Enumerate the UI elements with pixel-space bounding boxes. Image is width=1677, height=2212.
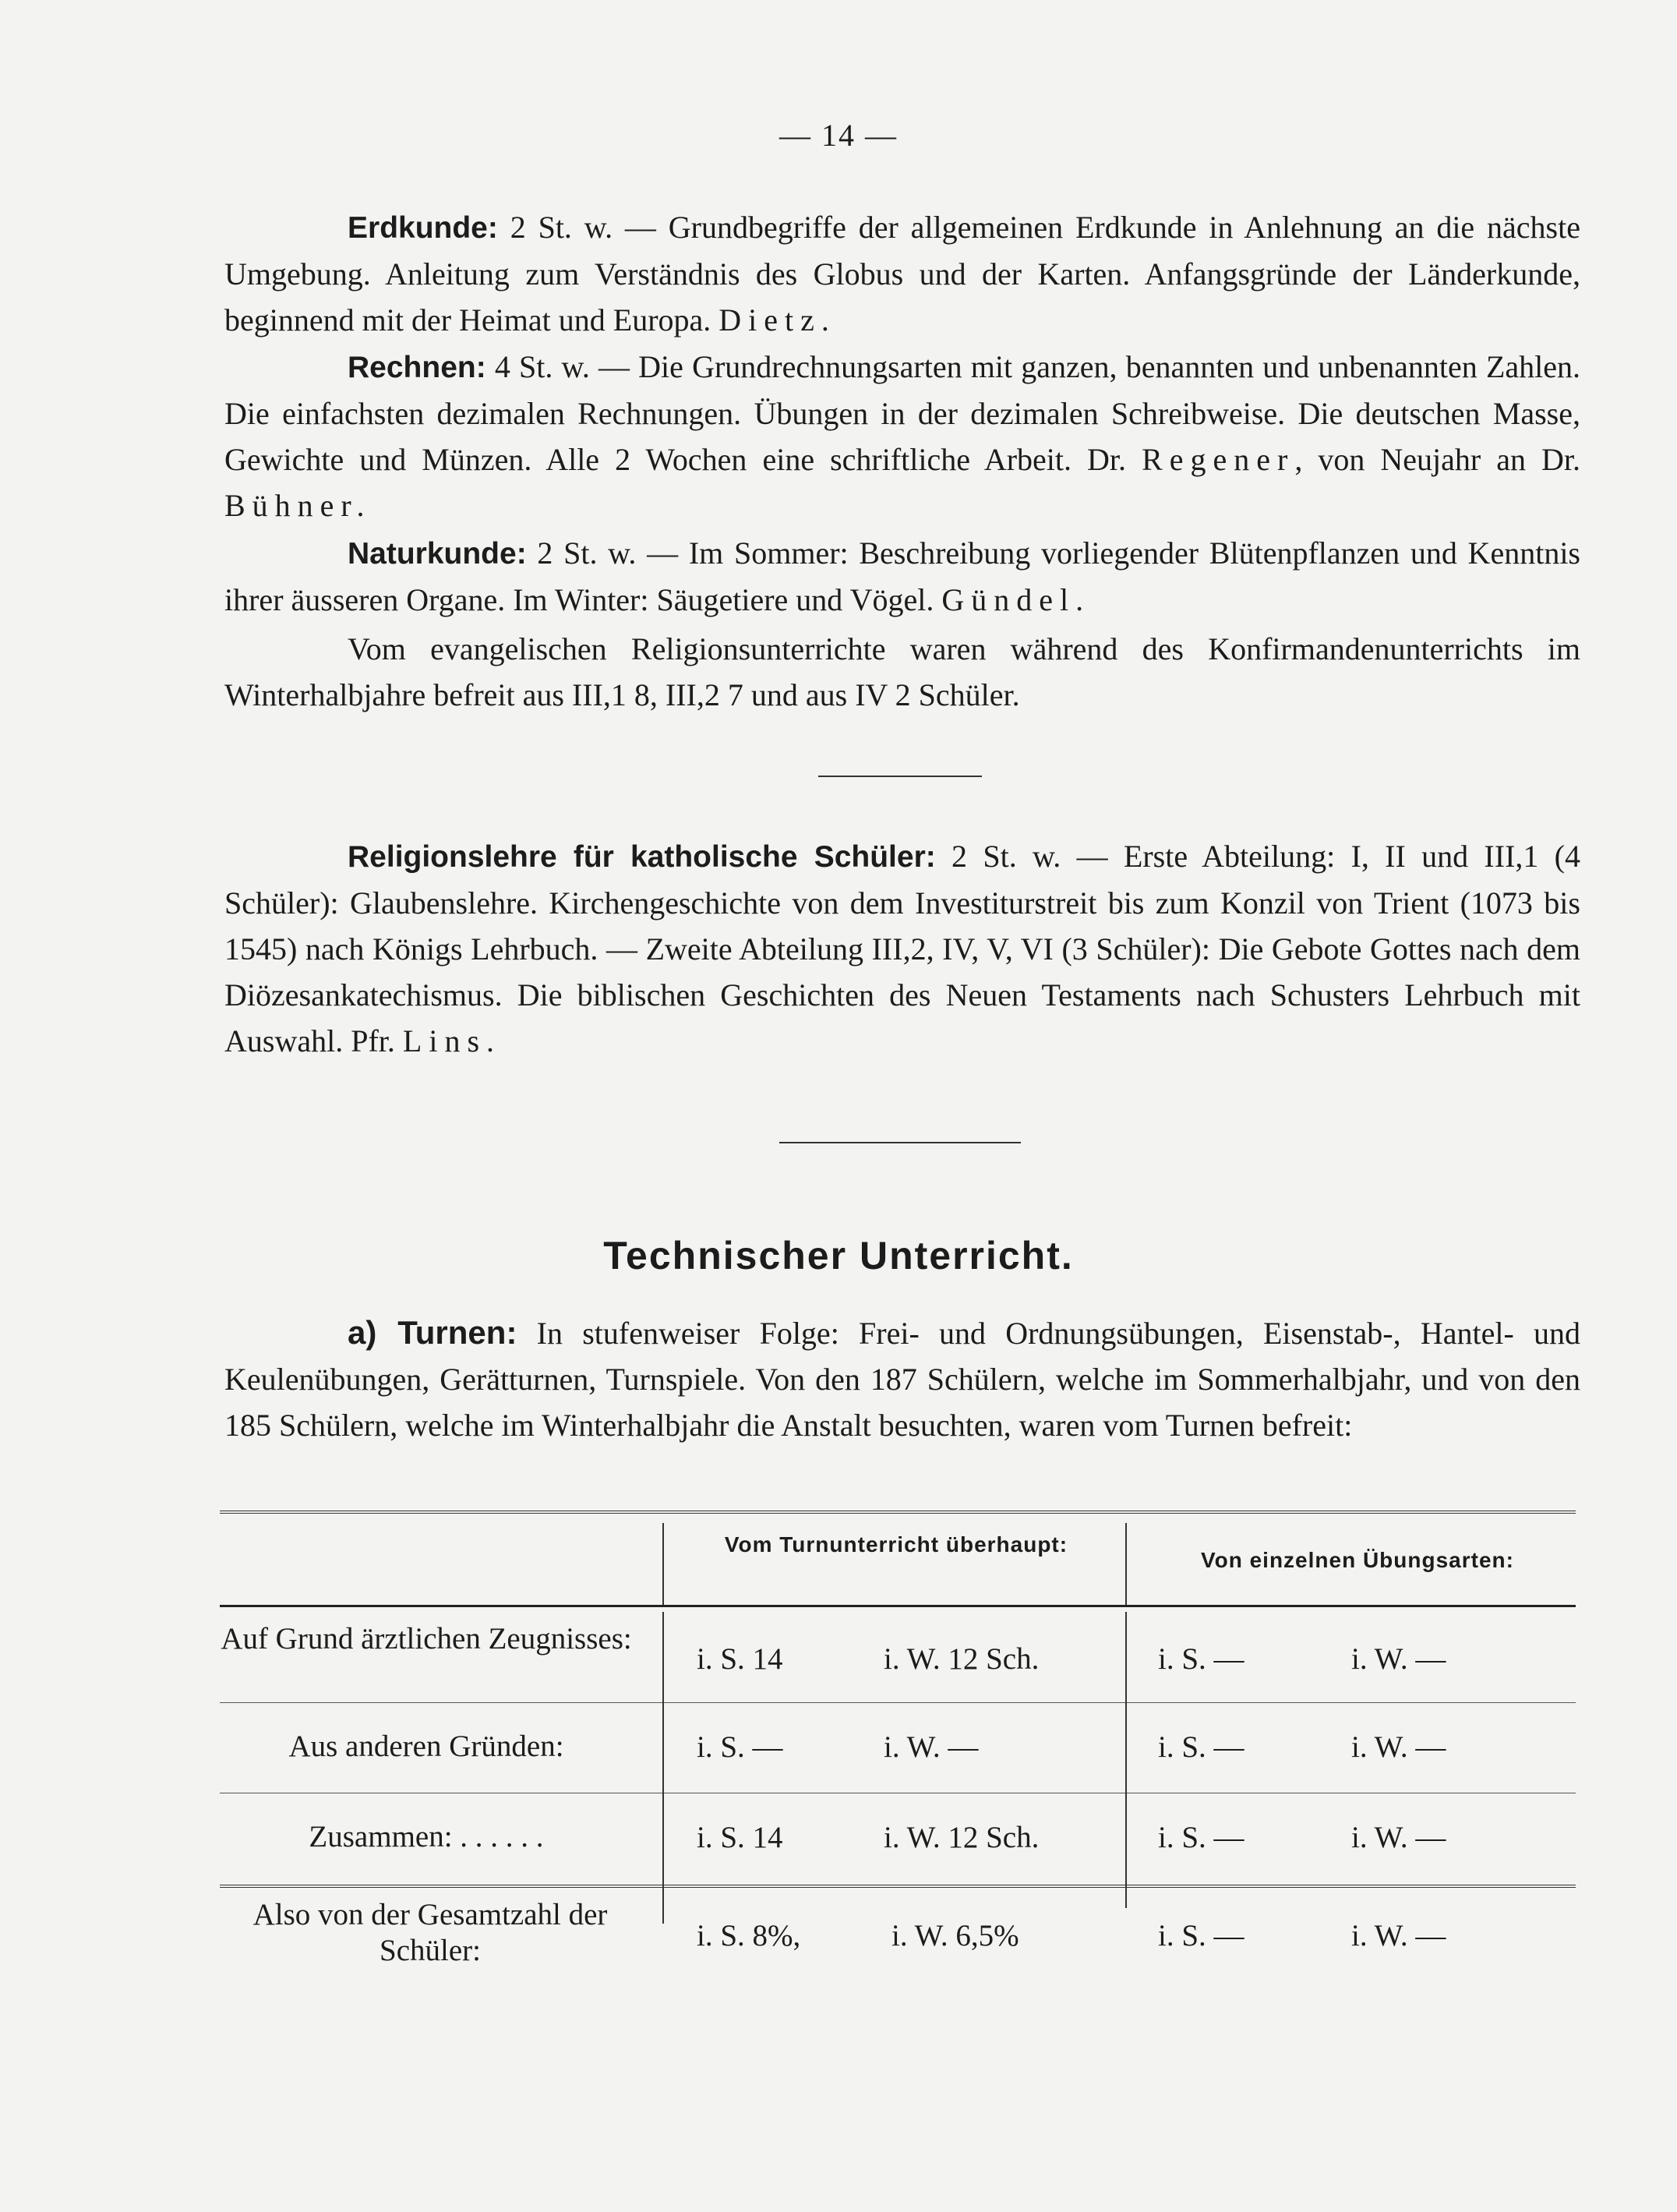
table-header-uebungsarten: Von einzelnen Übungsarten:	[1201, 1548, 1514, 1572]
religion-teacher: Lins.	[402, 1023, 502, 1058]
divider-rule	[818, 776, 982, 777]
table-row-label: Aus anderen Gründen:	[288, 1730, 564, 1763]
section-title: Technischer Unterricht.	[603, 1234, 1074, 1277]
table-row-label: Auf Grund ärztlichen Zeugnisses:	[221, 1622, 632, 1655]
table-row-rule	[220, 1885, 1576, 1888]
table-cell: i. W. 6,5%	[891, 1919, 1019, 1952]
table-cell: i. S. —	[1158, 1642, 1245, 1676]
table-cell: i. S. 8%,	[697, 1919, 801, 1952]
religion-heading: Religionslehre für katholische Schüler:	[348, 840, 936, 874]
table-cell: i. W. —	[884, 1730, 979, 1764]
table-row-label: Zusammen: . . . . . .	[309, 1820, 544, 1853]
table-column-rule	[1125, 1612, 1127, 1908]
table-cell: i. W. —	[1351, 1821, 1446, 1854]
page-number: — 14 —	[779, 118, 898, 153]
table-cell: i. W. —	[1351, 1642, 1446, 1676]
naturkunde-text: 2 St. w. — Im Sommer: Beschreibung vorliegender Blütenpflanzen und Kenntnis ihrer äusseren Organe. Im Winter: Säugetiere und Vögel.	[224, 535, 1580, 617]
religion-paragraph	[224, 833, 1580, 1064]
table-cell: i. S. 14	[697, 1642, 783, 1676]
table-header-rule	[220, 1605, 1576, 1607]
table-cell: i. S. —	[1158, 1821, 1245, 1854]
table-header-turnunterricht: Vom Turnunterricht überhaupt:	[724, 1532, 1068, 1557]
table-column-rule	[1125, 1523, 1127, 1605]
table-cell: i. W. —	[1351, 1919, 1446, 1952]
table-column-rule	[662, 1612, 664, 1924]
table-top-rule	[220, 1511, 1576, 1514]
erdkunde-heading: Erdkunde:	[348, 211, 498, 245]
rechnen-teacher-1: Regener	[1142, 442, 1295, 477]
table-cell: i. S. 14	[697, 1821, 783, 1854]
table-cell: i. W. 12 Sch.	[884, 1642, 1040, 1676]
turnen-text: In stufenweiser Folge: Frei- und Ordnungsübungen, Eisenstab-, Hantel- und Keulenübungen, Gerätturnen, Turnspiele. Von den 187 Schülern, welche im Sommerhalbjahr, und von den 185 Schülern, welche im Winterhalbjahr die Anstalt besuchten, waren vom Turnen befreit:	[224, 1316, 1580, 1443]
table-row-rule	[220, 1702, 1576, 1703]
naturkunde-heading: Naturkunde:	[348, 537, 527, 571]
rechnen-middle: , von Neujahr an Dr.	[1294, 442, 1580, 477]
naturkunde-paragraph	[224, 530, 1580, 623]
erdkunde-text: 2 St. w. — Grundbegriffe der allgemeinen Erdkunde in Anlehnung an die nächste Umgebung. Anleitung zum Verständnis des Globus und der Karten. Anfangsgründe der Länderkunde, beginnend mit der Heimat und Europa.	[224, 210, 1580, 337]
erdkunde-paragraph	[224, 204, 1580, 343]
table-cell: i. S. —	[1158, 1919, 1245, 1952]
befreiung-table	[220, 1511, 1576, 1978]
table-cell: i. W. 12 Sch.	[884, 1821, 1040, 1854]
rechnen-heading: Rechnen:	[348, 351, 486, 384]
befreiung-paragraph: Vom evangelischen Religionsunterrichte waren während des Konfirmandenunterrichts im Winterhalbjahre befreit aus III,1 8, III,2 7 und aus IV 2 Schüler.	[224, 631, 1580, 712]
table-row-label: Also von der Gesamtzahl der Schüler:	[252, 1898, 608, 1967]
table-cell: i. S. —	[1158, 1730, 1245, 1764]
turnen-heading: a) Turnen:	[348, 1314, 517, 1351]
table-column-rule	[662, 1523, 664, 1605]
turnen-paragraph	[224, 1309, 1580, 1448]
erdkunde-teacher: Dietz.	[718, 302, 836, 337]
table-cell: i. S. —	[697, 1730, 783, 1764]
naturkunde-teacher: Gündel.	[941, 582, 1091, 617]
religion-text: 2 St. w. — Erste Abteilung: I, II und III,1 (4 Schüler): Glaubenslehre. Kirchengeschichte von dem Investiturstreit bis zum Konzil von Trient (1073 bis 1545) nach Königs Lehrbuch. — Zweite Abteilung III,2, IV, V, VI (3 Schüler): Die Gebote Gottes nach dem Diözesankatechismus. Die biblischen Geschichten des Neuen Testaments nach Schusters Lehrbuch mit Auswahl. Pfr.	[224, 839, 1581, 1058]
rechnen-teacher-2: Bühner.	[224, 488, 372, 523]
rechnen-paragraph	[224, 344, 1580, 528]
divider-rule	[779, 1142, 1021, 1143]
rechnen-text: 4 St. w. — Die Grundrechnungsarten mit ganzen, benannten und unbenannten Zahlen. Die einfachsten dezimalen Rechnungen. Übungen in der dezimalen Schreibweise. Die deutschen Masse, Gewichte und Münzen. Alle 2 Wochen eine schriftliche Arbeit. Dr.	[224, 349, 1580, 477]
table-cell: i. W. —	[1351, 1730, 1446, 1764]
